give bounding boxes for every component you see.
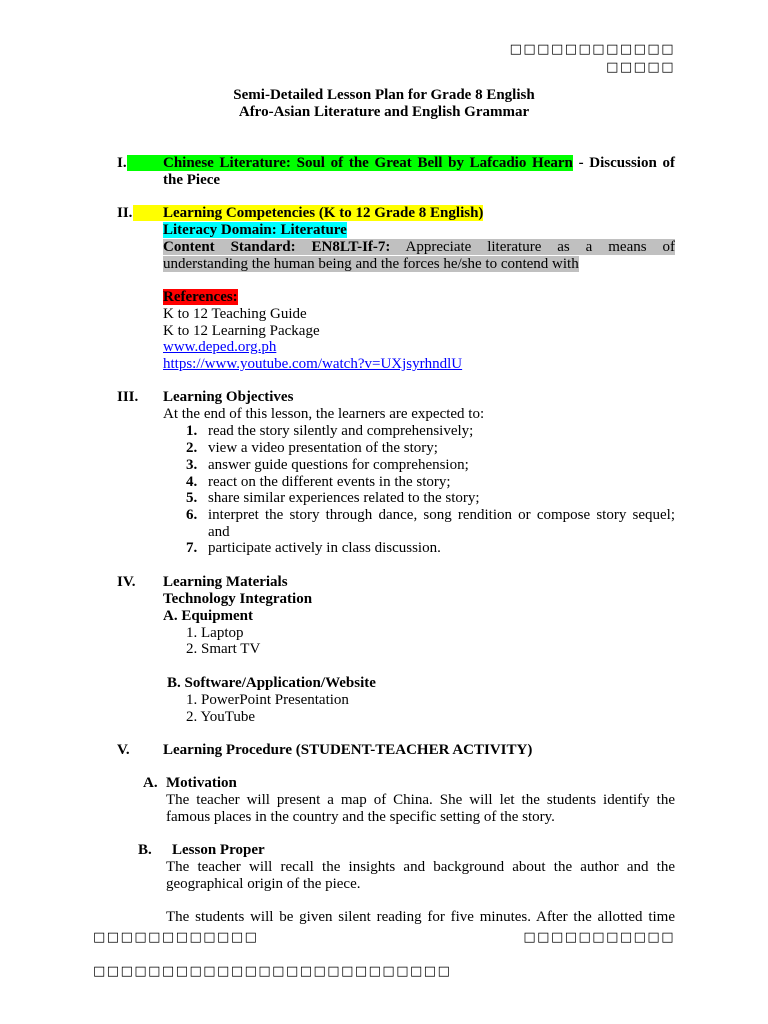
objective-text: share similar experiences related to the story;: [208, 490, 480, 506]
software-item: 2. YouTube: [186, 709, 256, 725]
objective-number: 4.: [186, 474, 198, 490]
deped-link[interactable]: www.deped.org.ph: [163, 339, 277, 355]
objective-number: 6.: [186, 507, 198, 523]
motivation-text-line: The teacher will present a map of China. She will let the students identify the: [166, 792, 675, 808]
equipment-item: 1. Laptop: [186, 625, 244, 641]
section-5-heading: Learning Procedure (STUDENT-TEACHER ACTIVITY): [163, 742, 533, 758]
section-5-numeral: V.: [117, 742, 130, 758]
title-line2: Afro-Asian Literature and English Grammar: [238, 104, 530, 120]
reference-item: K to 12 Teaching Guide: [163, 306, 307, 322]
content-standard-highlight: [163, 239, 675, 255]
software-heading: B. Software/Application/Website: [167, 675, 376, 691]
objective-text: interpret the story through dance, song rendition or compose story sequel;: [208, 507, 675, 523]
section-1-topic: Chinese Literature: Soul of the Great Bell by Lafcadio Hearn: [127, 155, 573, 171]
lesson-proper-text-line: geographical origin of the piece.: [166, 876, 361, 892]
objective-number: 2.: [186, 440, 198, 456]
equipment-heading: A. Equipment: [163, 608, 254, 624]
reference-item: K to 12 Learning Package: [163, 323, 320, 339]
objective-text: read the story silently and comprehensively;: [208, 423, 474, 439]
section-4-numeral: IV.: [117, 574, 136, 590]
equipment-item: 2. Smart TV: [186, 641, 261, 657]
objective-text: participate actively in class discussion.: [208, 540, 441, 556]
references-line: [163, 289, 238, 306]
references-label: References:: [163, 289, 238, 305]
footer-marks-bottom: □□□□□□□□□□□□□□□□□□□□□□□□□□: [93, 964, 452, 979]
section-4-heading: Learning Materials: [163, 574, 288, 590]
lesson-proper-heading: Lesson Proper: [172, 842, 265, 858]
content-standard-text-continued: understanding the human being and the forces he/she to contend with: [163, 256, 579, 272]
section-4-subheading: Technology Integration: [163, 591, 313, 607]
motivation-heading: Motivation: [166, 775, 237, 791]
header-marks-line1: □□□□□□□□□□□□: [509, 42, 675, 57]
section-3-numeral: III.: [117, 389, 139, 405]
objective-number: 3.: [186, 457, 198, 473]
literacy-domain-line: [163, 222, 347, 239]
software-item: 1. PowerPoint Presentation: [186, 692, 349, 708]
deped-link-line: [163, 339, 276, 356]
section-1-topic-suffix: - Discussion of: [578, 155, 675, 171]
youtube-link[interactable]: https://www.youtube.com/watch?v=UXjsyrhndlU: [163, 356, 463, 372]
motivation-text-line: famous places in the country and the specific setting of the story.: [166, 809, 555, 825]
content-standard-line-2: [163, 256, 579, 273]
section-2-heading: Learning Competencies (K to 12 Grade 8 English): [133, 205, 483, 221]
section-3-heading: Learning Objectives: [163, 389, 294, 405]
lesson-proper-text-line: The teacher will recall the insights and background about the author and the: [166, 859, 675, 875]
objective-text-continued: and: [208, 524, 230, 540]
literacy-domain: Literacy Domain: Literature: [163, 222, 347, 238]
title-line1: Semi-Detailed Lesson Plan for Grade 8 English: [233, 87, 535, 103]
section-1-line-1: [163, 155, 675, 172]
motivation-letter: A.: [143, 775, 158, 791]
youtube-link-line: [163, 356, 462, 373]
section-1-numeral: I.: [117, 155, 127, 171]
objective-text: view a video presentation of the story;: [208, 440, 438, 456]
content-standard-label: Content Standard: EN8LT-If-7:: [163, 239, 391, 255]
footer-marks-left: □□□□□□□□□□□□: [93, 930, 259, 945]
section-2-numeral: II.: [117, 205, 133, 221]
section-1-continuation: the Piece: [163, 172, 221, 188]
objective-text: answer guide questions for comprehension;: [208, 457, 469, 473]
header-marks-line2: □□□□□: [606, 60, 675, 75]
footer-marks-right: □□□□□□□□□□□: [523, 930, 675, 945]
lesson-proper-letter: B.: [138, 842, 152, 858]
objective-number: 5.: [186, 490, 198, 506]
section-2-line-1: [163, 205, 483, 222]
objective-number: 7.: [186, 540, 198, 556]
objective-number: 1.: [186, 423, 198, 439]
objective-text: react on the different events in the story;: [208, 474, 451, 490]
lesson-proper-text-line: The students will be given silent reading for five minutes. After the allotted time: [166, 909, 675, 925]
objectives-intro: At the end of this lesson, the learners are expected to:: [163, 406, 485, 422]
content-standard-line-1: [163, 239, 675, 256]
content-standard-text: Appreciate literature as a means of: [405, 239, 675, 255]
